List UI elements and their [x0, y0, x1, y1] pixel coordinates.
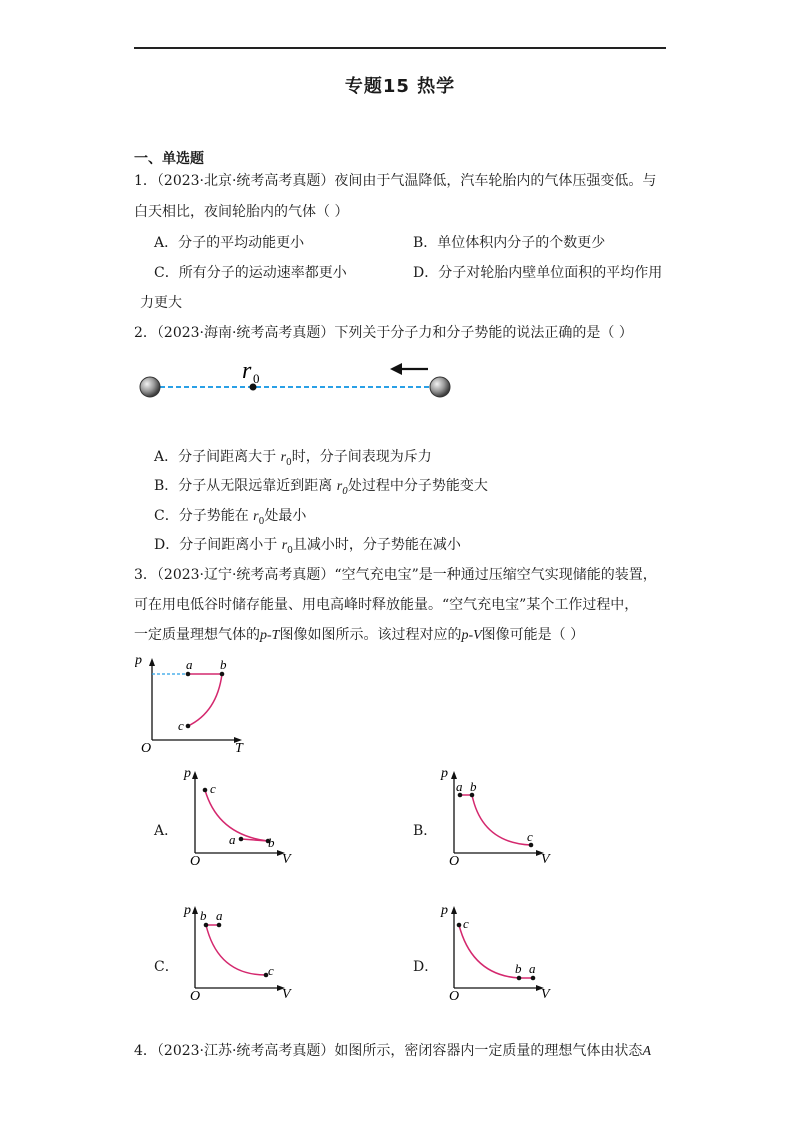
right-molecule: [430, 377, 450, 397]
option-c-pv-graph: [178, 900, 298, 1005]
y-axis-arrow-icon: [192, 906, 198, 914]
svg-text:c: c: [210, 781, 216, 796]
svg-text:p: p: [441, 766, 448, 781]
option-a-pv-graph: [178, 765, 298, 870]
svg-text:a: a: [186, 657, 193, 672]
q3-option-d-label: D．: [413, 959, 439, 975]
q3-stem-line2: 可在用电低谷时储存能量、用电高峰时释放能量。“空气充电宝”某个工作过程中，: [134, 597, 639, 613]
svg-text:a: a: [216, 908, 223, 923]
q2-option-d: D．分子间距离小于 $r_0$且减小时，分子势能在减小: [154, 537, 461, 556]
svg-text:a: a: [229, 832, 236, 847]
svg-text:c: c: [463, 916, 469, 931]
q1-option-a: A．分子的平均动能更小: [154, 235, 305, 251]
q3-option-b-label: B．: [413, 823, 438, 839]
option-b-pv-graph: [437, 765, 557, 870]
svg-text:V: V: [541, 852, 550, 867]
q1-stem-line2: 白天相比，夜间轮胎内的气体（ ）: [134, 204, 349, 220]
svg-text:V: V: [541, 987, 550, 1002]
svg-text:p: p: [441, 903, 448, 918]
molecule-diagram: [130, 352, 460, 407]
section-heading: 一、单选题: [134, 151, 204, 167]
header-rule: [134, 47, 666, 49]
svg-text:b: b: [268, 835, 275, 850]
svg-text:p: p: [184, 766, 191, 781]
svg-text:O: O: [449, 854, 460, 869]
q1-stem-line1: 1．（2023·北京·统考高考真题）夜间由于气温降低，汽车轮胎内的气体压强变低。与: [134, 173, 657, 189]
svg-text:T: T: [235, 741, 243, 755]
svg-text:c: c: [268, 963, 274, 978]
svg-text:O: O: [449, 989, 460, 1004]
q4-stem-line1: 4．（2023·江苏·统考高考真题）如图所示，密闭容器内一定质量的理想气体由状态A: [134, 1043, 651, 1059]
page-title: 专题15 热学: [344, 76, 456, 97]
svg-text:b: b: [515, 961, 522, 976]
pt-graph: [135, 650, 260, 755]
svg-text:b: b: [200, 908, 207, 923]
r0-label: r: [242, 358, 252, 384]
q1-option-b: B．单位体积内分子的个数更少: [413, 235, 606, 251]
svg-text:b: b: [470, 779, 477, 794]
svg-text:p: p: [135, 653, 142, 668]
q2-option-a: A．分子间距离大于 $r_0$时，分子间表现为斥力: [154, 449, 432, 468]
svg-text:O: O: [141, 741, 152, 755]
svg-text:a: a: [529, 961, 536, 976]
left-molecule: [140, 377, 160, 397]
svg-text:c: c: [527, 829, 533, 844]
q2-option-b: B．分子从无限远靠近到距离 $r_0$处过程中分子势能变大: [154, 478, 488, 497]
y-axis-arrow-icon: [149, 658, 155, 666]
q1-option-d-cont: 力更大: [140, 295, 182, 311]
svg-text:O: O: [190, 989, 201, 1004]
q3-option-c-label: C．: [154, 959, 179, 975]
svg-text:V: V: [282, 987, 291, 1002]
q1-option-c: C．所有分子的运动速率都更小: [154, 265, 347, 281]
y-axis-arrow-icon: [451, 906, 457, 914]
q3-stem-line3: 一定质量理想气体的p-T图像如图所示。该过程对应的p-V图像可能是（ ）: [134, 627, 585, 643]
svg-text:p: p: [184, 903, 191, 918]
option-d-pv-graph: [437, 900, 557, 1005]
q2-stem: 2．（2023·海南·统考高考真题）下列关于分子力和分子势能的说法正确的是（ ）: [134, 325, 633, 341]
y-axis-arrow-icon: [451, 771, 457, 779]
svg-text:b: b: [220, 657, 227, 672]
svg-text:c: c: [178, 718, 184, 733]
svg-text:V: V: [282, 852, 291, 867]
r0-subscript: 0: [253, 371, 260, 386]
y-axis-arrow-icon: [192, 771, 198, 779]
svg-text:O: O: [190, 854, 201, 869]
left-arrow-icon: [390, 363, 402, 375]
q3-option-a-label: A．: [154, 823, 179, 839]
q1-option-d: D．分子对轮胎内壁单位面积的平均作用: [413, 265, 663, 281]
q2-option-c: C．分子势能在 $r_0$处最小: [154, 508, 307, 527]
svg-text:a: a: [456, 779, 463, 794]
q3-stem-line1: 3．（2023·辽宁·统考高考真题）“空气充电宝”是一种通过压缩空气实现储能的装置，: [134, 567, 657, 583]
